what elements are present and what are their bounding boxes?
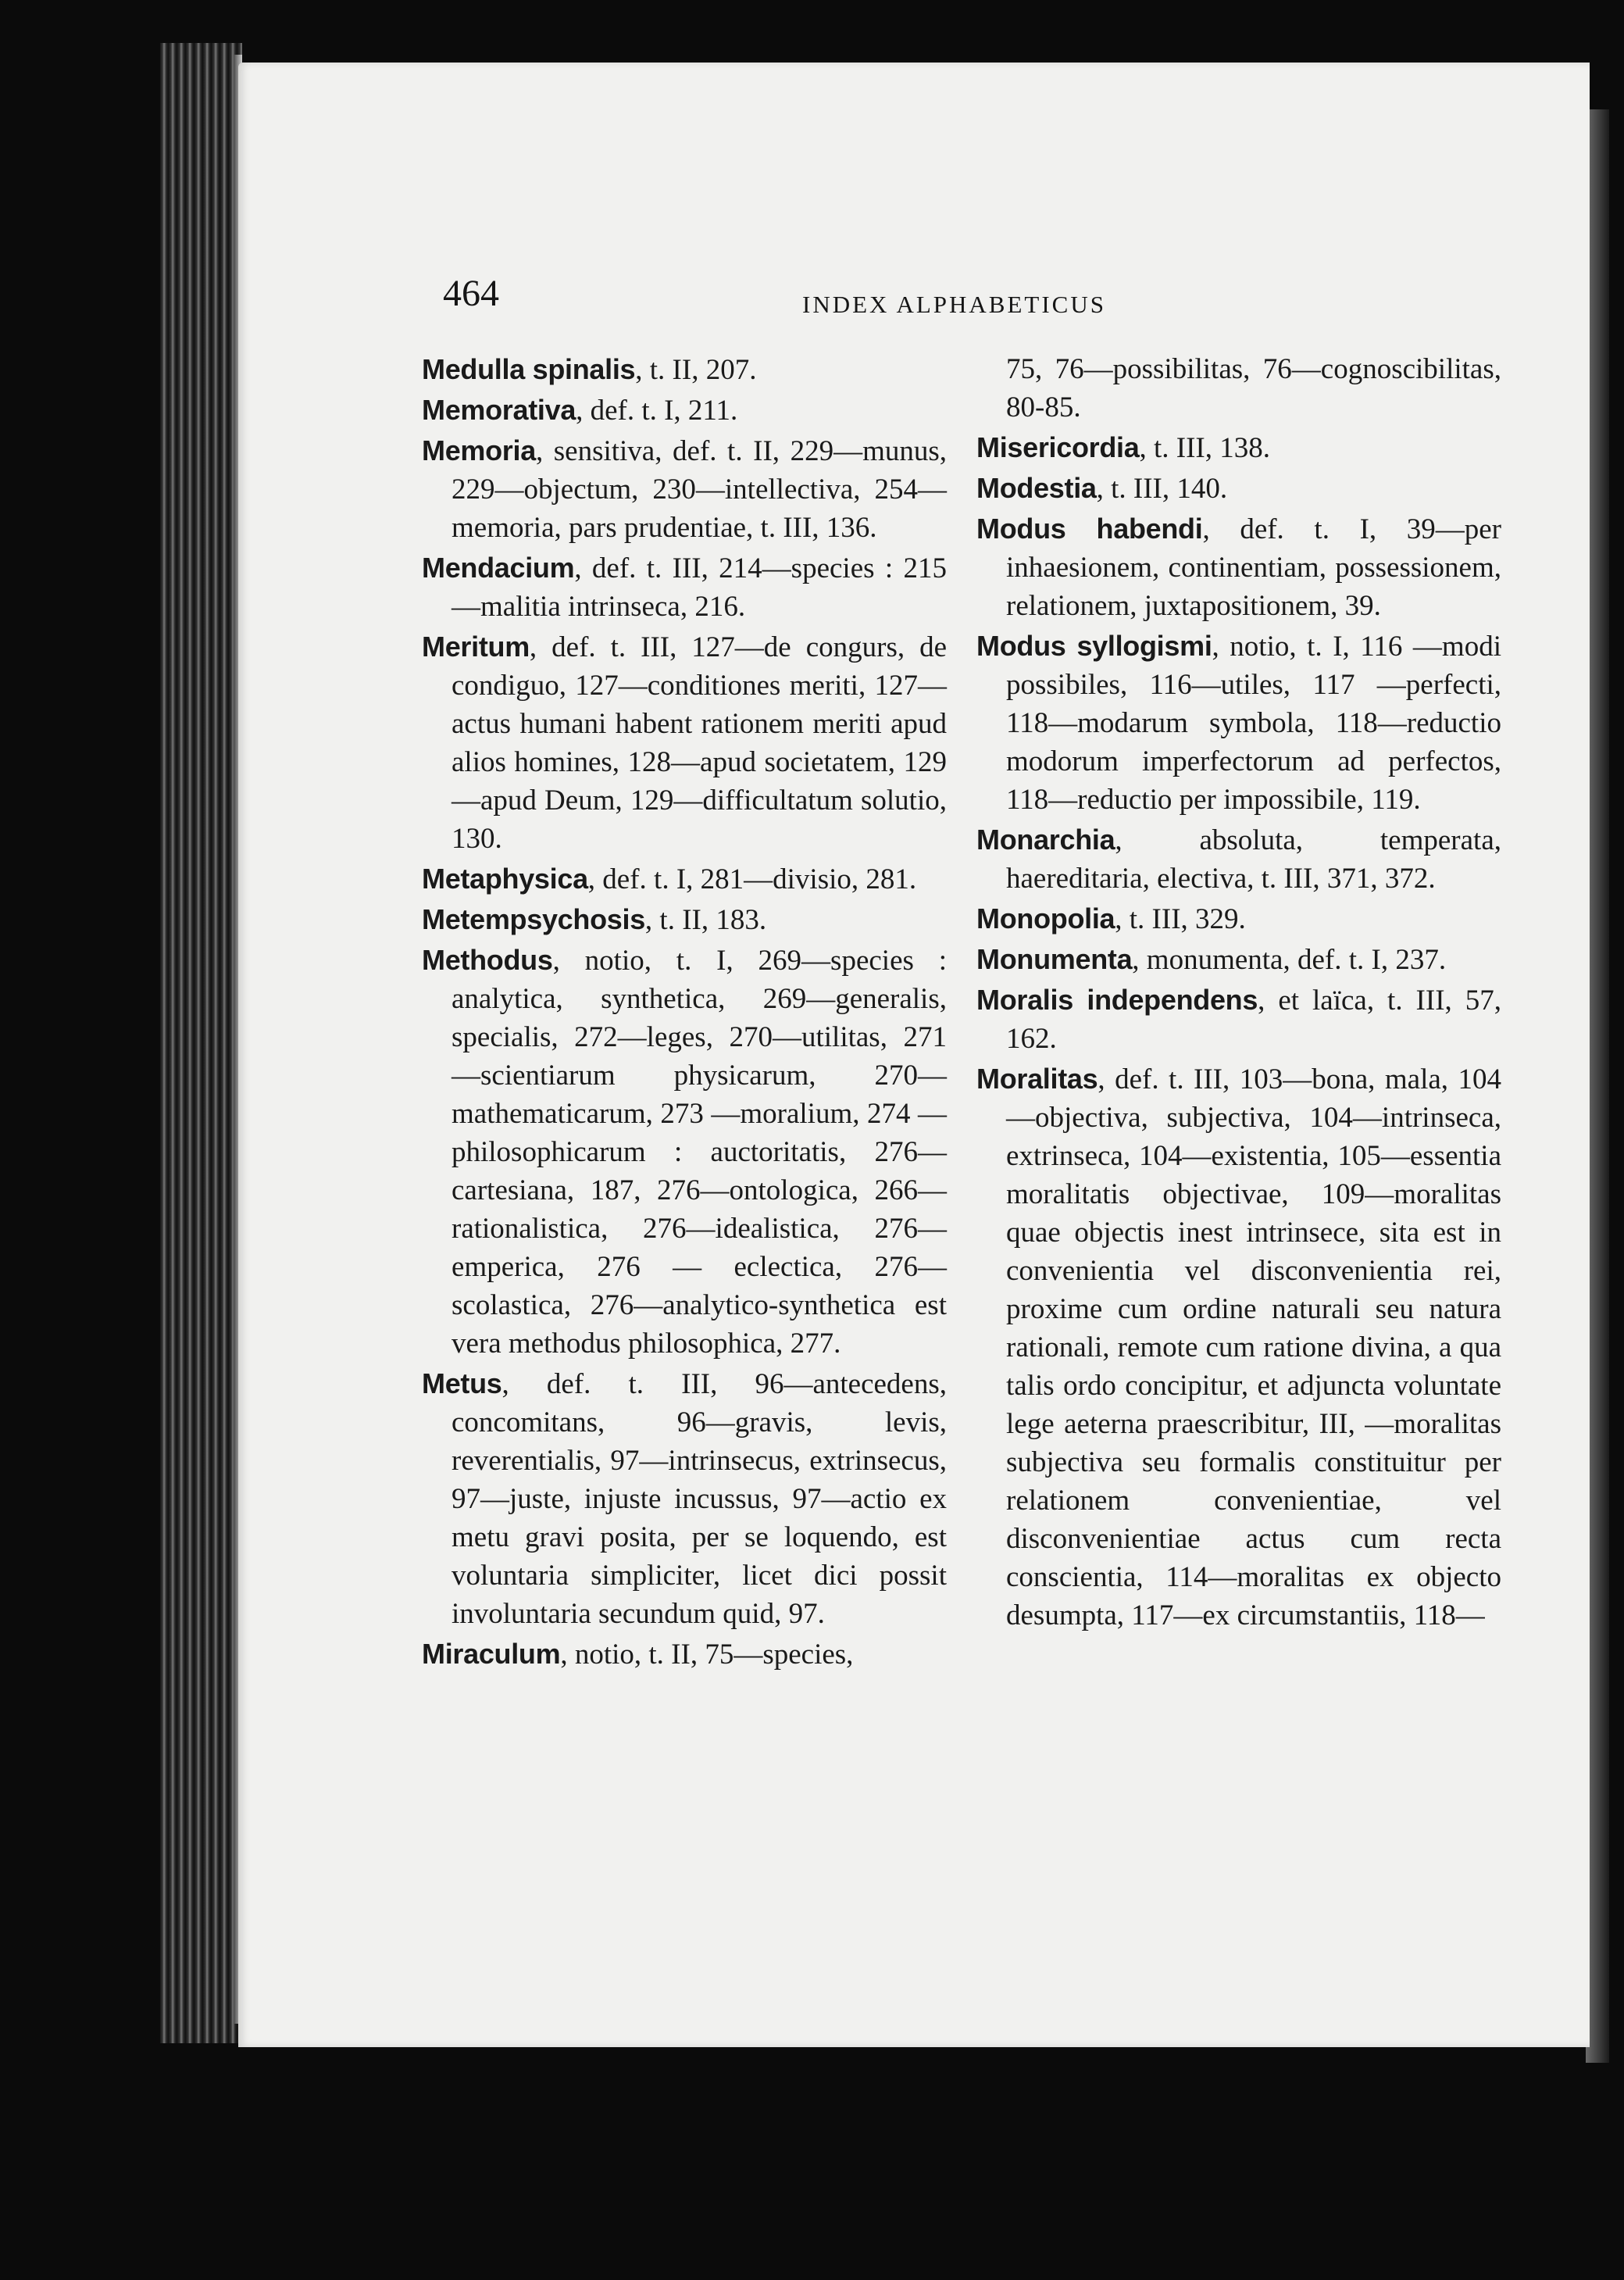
index-entry-text: , def. t. III, 214—species : 215—malitia intrinseca, 216. (452, 552, 947, 623)
index-entry (422, 627, 947, 858)
index-entry (422, 859, 947, 899)
index-entry-text: , t. III, 329. (1115, 903, 1246, 935)
index-entry-headword: Monarchia (976, 824, 1115, 856)
index-entry-headword: Moralis independens (976, 984, 1258, 1016)
index-entry (976, 469, 1501, 508)
page-number: 464 (443, 273, 499, 314)
index-entry-headword: Misericordia (976, 431, 1140, 463)
index-entry (422, 391, 947, 430)
index-entry-text: , t. II, 183. (644, 904, 767, 936)
index-entry-text: , notio, t. I, 269—species : analytica, synthetica, 269—generalis, specialis, 272—leges, 270—utilitas, 271—scientiarum physicarum, 270—mathematicarum, 273 —moralium, 274 — philosophicarum : auctoritatis, 276—cartesiana, 187, 276—ontologica, 266—rationalistica, 276—idealistica, 276—emperica, 276 — eclectica, 276—scolastica, 276—analytico-synthetica est vera methodus philosophica, 277. (452, 945, 947, 1360)
index-entry-headword: Modus syllogismi (976, 630, 1212, 662)
page-header (443, 272, 1615, 327)
index-entry (422, 350, 947, 389)
index-entry (422, 941, 947, 1363)
index-entry-text: , def. t. III, 96—antecedens, concomitans, 96—gravis, levis, reverentialis, 97—intrinsecus, extrinsecus, 97—juste, injuste incussus, 97—actio ex metu gravi posita, per se loquendo, est voluntaria simpliciter, licet dici possit involuntaria secundum quid, 97. (452, 1368, 947, 1630)
index-entry-text: , t. III, 140. (1096, 473, 1228, 505)
index-entry-text: 75, 76—possibilitas, 76—cognoscibilitas, 80-85. (1006, 353, 1501, 423)
index-entry-text: , et laïca, t. III, 57, 162. (1006, 985, 1501, 1055)
index-entry (422, 1635, 947, 1674)
index-entry-text: , monumenta, def. t. I, 237. (1132, 944, 1447, 976)
index-entry-headword: Methodus (422, 944, 553, 976)
index-entry-headword: Mendacium (422, 552, 575, 584)
index-entry (976, 899, 1501, 938)
index-entry-headword: Metempsychosis (422, 903, 645, 935)
index-entry (422, 549, 947, 626)
index-entry-text: , t. II, 207. (635, 354, 757, 386)
index-entry-headword: Memorativa (422, 394, 576, 426)
index-entry (976, 981, 1501, 1058)
book-spine-shadow (160, 43, 242, 2043)
index-entry-headword: Monopolia (976, 902, 1115, 935)
index-entry-headword: Moralitas (976, 1063, 1098, 1095)
index-entry (422, 900, 947, 939)
index-entry-text: , def. t. I, 211. (576, 395, 738, 427)
left-index-column (422, 350, 947, 1675)
index-entry-headword: Metaphysica (422, 863, 588, 895)
index-entry-text: , sensitiva, def. t. II, 229—munus, 229—objectum, 230—intellectiva, 254— memoria, pars prudentiae, t. III, 136. (452, 435, 947, 544)
index-entry (976, 350, 1501, 427)
index-entry-headword: Metus (422, 1367, 502, 1399)
index-entry-headword: Miraculum (422, 1638, 561, 1670)
index-entry (976, 509, 1501, 625)
index-entry (976, 428, 1501, 467)
index-entry-headword: Memoria (422, 434, 536, 466)
index-entry (422, 431, 947, 547)
index-entry-text: , notio, t. I, 116 —modi possibiles, 116—utiles, 117 —perfecti, 118—modarum symbola, 118—reductio modorum imperfectorum ad perfectos, 118—reductio per impossibile, 119. (1006, 631, 1501, 816)
index-entry-headword: Modestia (976, 472, 1097, 504)
right-index-column (976, 350, 1501, 1636)
index-entry (976, 940, 1501, 979)
index-entry-text: , absoluta, temperata, haereditaria, electiva, t. III, 371, 372. (1006, 824, 1501, 895)
index-entry-headword: Modus habendi (976, 513, 1203, 545)
index-entry-text: , def. t. III, 103—bona, mala, 104—objectiva, subjectiva, 104—intrinseca, extrinseca, 104—existentia, 105—essentia moralitatis objectivae, 109—moralitas quae objectis inest intrinsece, sita est in convenientia vel disconvenientia rei, proxime cum ordine naturali seu natura rationali, remote cum ratione divina, a qua talis ordo concipitur, et adjuncta voluntate lege aeterna praescribitur, III, —moralitas subjectiva seu formalis constituitur per relationem convenientiae, vel disconvenientiae actus cum recta conscientia, 114—moralitas ex objecto desumpta, 117—ex circumstantiis, 118— (1006, 1063, 1501, 1631)
running-title: INDEX ALPHABETICUS (802, 291, 1106, 318)
index-entry-text: , t. III, 138. (1139, 432, 1270, 464)
index-entry (976, 627, 1501, 819)
index-entry (976, 820, 1501, 898)
index-entry-text: , def. t. I, 281—divisio, 281. (587, 863, 917, 895)
index-entry-text: , def. t. I, 39—per inhaesionem, continentiam, possessionem, relationem, juxtapositionem, 39. (1006, 513, 1501, 622)
index-entry (422, 1364, 947, 1633)
index-entry-headword: Monumenta (976, 943, 1133, 975)
index-entry-headword: Meritum (422, 631, 530, 663)
index-entry-headword: Medulla spinalis (422, 353, 636, 385)
index-entry (976, 1060, 1501, 1635)
index-entry-text: , def. t. III, 127—de congurs, de condiguo, 127—conditiones meriti, 127—actus humani habent rationem meriti apud alios homines, 128—apud societatem, 129—apud Deum, 129—difficultatum solutio, 130. (452, 631, 947, 855)
index-entry-text: , notio, t. II, 75—species, (560, 1639, 854, 1671)
